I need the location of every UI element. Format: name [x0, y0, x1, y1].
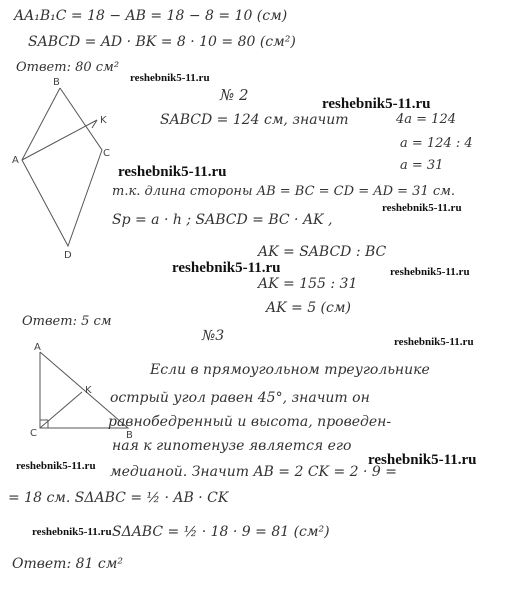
watermark: reshebnik5-11.ru — [130, 72, 210, 84]
watermark: reshebnik5-11.ru — [394, 336, 474, 348]
rhombus-figure — [22, 88, 102, 246]
label-a-rhombus: A — [12, 155, 19, 166]
equation-3: a = 31 — [400, 158, 444, 173]
label-k-rhombus: K — [100, 115, 107, 126]
label-b: B — [53, 77, 60, 88]
paragraph-line-5: медианой. Значит AB = 2 CK = 2 · 9 = — [110, 464, 397, 480]
label-c-triangle: C — [30, 428, 37, 439]
label-d-rhombus: D — [64, 250, 72, 261]
watermark: reshebnik5-11.ru — [16, 460, 96, 472]
label-k-triangle: K — [85, 385, 92, 396]
line-8: AK = 155 : 31 — [258, 276, 358, 292]
answer-3: Ответ: 81 см² — [12, 556, 123, 572]
line-7: AK = SABCD : BC — [258, 244, 387, 260]
watermark: reshebnik5-11.ru — [368, 452, 477, 468]
watermark: reshebnik5-11.ru — [390, 266, 470, 278]
watermark: reshebnik5-11.ru — [382, 202, 462, 214]
line-5: т.к. длина стороны AB = BC = CD = AD = 31 см. — [112, 184, 456, 199]
paragraph-line-1: Если в прямоугольном треугольнике — [150, 362, 430, 378]
line-6: Sр = a · h ; SABCD = BC · AK , — [112, 212, 333, 228]
watermark: reshebnik5-11.ru — [322, 96, 431, 112]
problem-number-3: №3 — [202, 328, 225, 344]
watermark: reshebnik5-11.ru — [172, 260, 281, 276]
paragraph-line-4: ная к гипотенузе является его — [112, 438, 352, 454]
watermark: reshebnik5-11.ru — [32, 526, 112, 538]
problem-number-2: № 2 — [220, 86, 249, 104]
paragraph-line-2: острый угол равен 45°, значит он — [110, 390, 370, 406]
paragraph-line-7: SΔABC = ½ · 18 · 9 = 81 (см²) — [112, 524, 330, 540]
line-9: AK = 5 (см) — [266, 300, 351, 316]
paragraph-line-3: равнобедренный и высота, проведен- — [108, 414, 392, 430]
label-a-triangle: A — [34, 342, 41, 353]
answer-2: Ответ: 5 см — [22, 314, 112, 329]
paragraph-line-6: = 18 см. SΔABC = ½ · AB · CK — [8, 490, 229, 506]
watermark: reshebnik5-11.ru — [118, 164, 227, 180]
figure-labels — [12, 77, 133, 441]
equation-2: a = 124 : 4 — [400, 136, 473, 151]
answer-1: Ответ: 80 см² — [16, 60, 120, 75]
line-2: SABCD = AD · BK = 8 · 10 = 80 (см²) — [28, 34, 296, 50]
equation-1: 4a = 124 — [396, 112, 456, 127]
label-b-triangle: B — [126, 430, 133, 441]
line-1: AA₁B₁C = 18 − AB = 18 − 8 = 10 (см) — [14, 8, 288, 24]
label-c-rhombus: C — [103, 148, 110, 159]
line-4: SABCD = 124 см, значит — [160, 112, 349, 128]
